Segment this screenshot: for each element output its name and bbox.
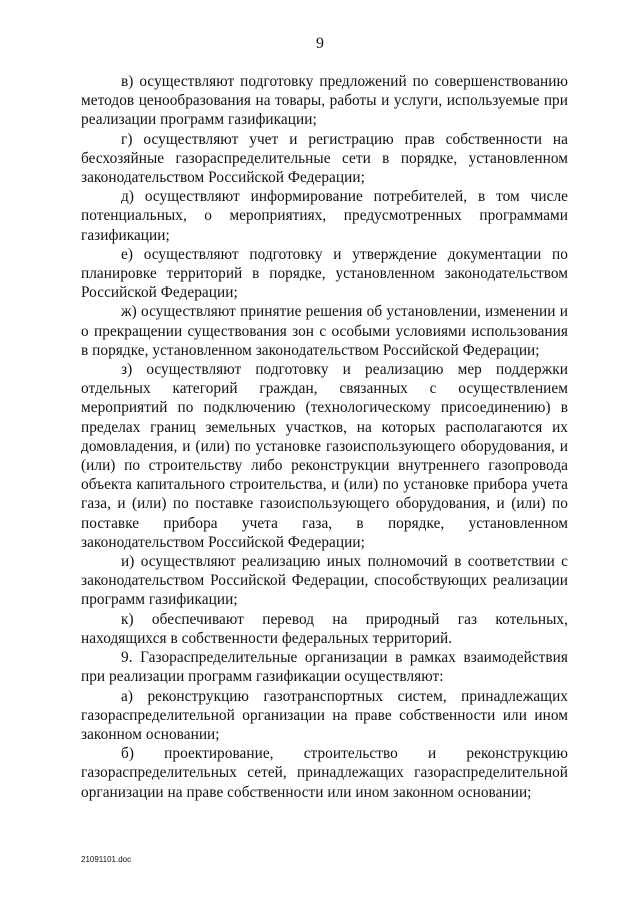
paragraph-b: б) проектирование, строительство и реконструкцию газораспределительных сетей, принадлежащих газораспределительной организации на праве собственности или ином законном основании; <box>81 745 568 801</box>
paragraph-v: в) осуществляют подготовку предложений по совершенствованию методов ценообразования на товары, работы и услуги, используемые при реализации программ газификации; <box>81 73 568 129</box>
document-filename: 21091101.doc <box>81 855 132 864</box>
paragraph-d: д) осуществляют информирование потребителей, в том числе потенциальных, о мероприятиях, предусмотренных программами газификации; <box>81 188 568 244</box>
section-9-intro: 9. Газораспределительные организации в рамках взаимодействия при реализации программ газификации осуществляют: <box>81 649 568 686</box>
paragraph-a: а) реконструкцию газотранспортных систем, принадлежащих газораспределительной организации на праве собственности или ином законном основании; <box>81 687 568 743</box>
paragraph-zh: ж) осуществляют принятие решения об установлении, изменении и о прекращении существования зон с особыми условиями использования в порядке, установленном законодательством Российской Федерации; <box>81 303 568 359</box>
document-body <box>81 72 568 802</box>
paragraph-k: к) обеспечивают перевод на природный газ котельных, находящихся в собственности федеральных территорий. <box>81 610 568 647</box>
page-number: 9 <box>316 35 324 52</box>
paragraph-i: и) осуществляют реализацию иных полномочий в соответствии с законодательством Российской Федерации, способствующих реализации программ газификации; <box>81 553 568 609</box>
paragraph-e: е) осуществляют подготовку и утверждение документации по планировке территорий в порядке, установленном законодательством Российской Федерации; <box>81 245 568 302</box>
paragraph-g: г) осуществляют учет и регистрацию прав собственности на бесхозяйные газораспределительные сети в порядке, установленном законодательством Российской Федерации; <box>81 130 568 187</box>
paragraph-z: з) осуществляют подготовку и реализацию мер поддержки отдельных категорий граждан, связанных с осуществлением мероприятий по подключению (технологическому присоединению) в пределах границ земельных участков, на которых располагаются их домовладения, и (или) по установке газоиспользующего оборудования, и (или) по строительству либо реконструкции внутреннего газопровода объекта капитального строительства, и (или) по установке прибора учета газа, и (или) по поставке газоиспользующего оборудования, и (или) по поставке прибора учета газа, в порядке, установленном законодательством Российской Федерации; <box>81 361 568 551</box>
